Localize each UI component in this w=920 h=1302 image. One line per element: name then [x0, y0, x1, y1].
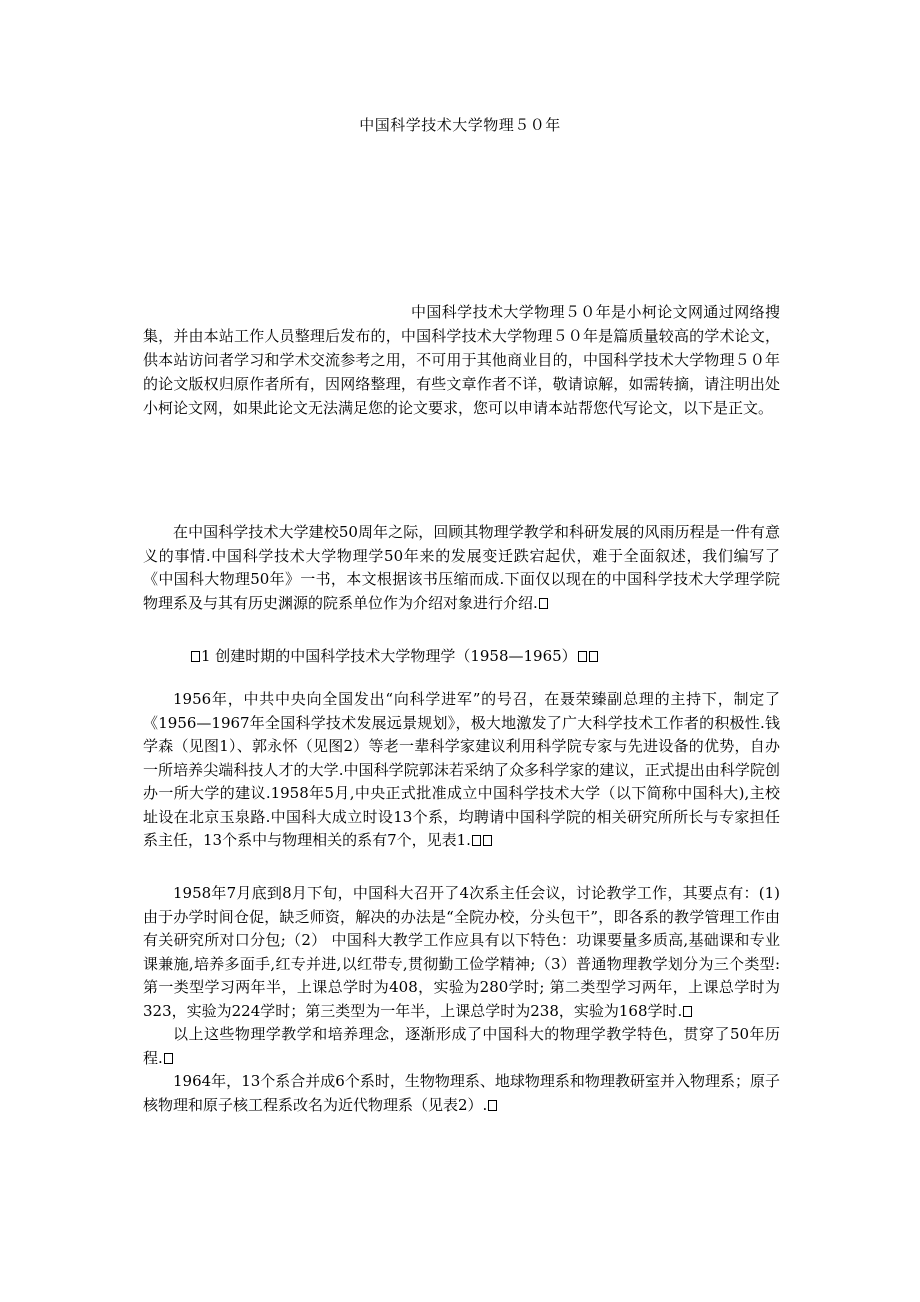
placeholder-glyph-icon: [488, 1100, 497, 1111]
body-paragraph: [143, 521, 780, 615]
paragraph-text: 在中国科学技术大学建校50周年之际，回顾其物理学教学和科研发展的风雨历程是一件有意义的事情.中国科学技术大学物理学50年来的发展变迁跌宕起伏，难于全面叙述，我们编写了《中国科大物理50年》一书，本文根据该书压缩而成.下面仅以现在的中国科学技术大学理学院物理系及与其有历史渊源的院系单位作为介绍对象进行介绍.: [143, 523, 780, 612]
body-section-3: [143, 882, 780, 1117]
paragraph-text: 1964年，13个系合并成6个系时，生物物理系、地球物理系和物理教研室并入物理系；原子核物理和原子核工程系改名为近代物理系（见表2）.: [143, 1072, 780, 1114]
paragraph-text: 1958年7月底到8月下旬，中国科大召开了4次系主任会议，讨论教学工作，其要点有：(1)由于办学时间仓促，缺乏师资，解决的办法是“全院办校，分头包干”，即各系的教学管理工作由有关研究所对口分包;（2） 中国科大教学工作应具有以下特色：功课要量多质高,基础课和专业课兼施,培养多面手,红专并进,以红带专,贯彻勤工俭学精神;（3）普通物理教学划分为三个类型:第一类型学习两年半，上课总学时为408，实验为280学时; 第二类型学习两年，上课总学时为323，实验为224学时；第三类型为一年半，上课总学时为238，实验为168学时.: [143, 884, 780, 1020]
body-paragraph: [143, 882, 780, 1023]
section-heading-text: 1 创建时期的中国科学技术大学物理学（1958—1965）: [201, 647, 577, 665]
section-heading: [190, 645, 599, 667]
paragraph-text: 1956年，中共中央向全国发出“向科学进军”的号召，在聂荣臻副总理的主持下，制定了《1956—1967年全国科学技术发展远景规划》，极大地激发了广大科学技术工作者的积极性.钱学森（见图1）、郭永怀（见图2）等老一辈科学家建议利用科学院专家与先进设备的优势，自办一所培养尖端科技人才的大学.中国科学院郭沫若采纳了众多科学家的建议，正式提出由科学院创办一所大学的建议.1958年5月,中央正式批准成立中国科学技术大学（以下简称中国科大),主校址设在北京玉泉路.中国科大成立时设13个系，均聘请中国科学院的相关研究所所长与专家担任系主任，13个系中与物理相关的系有7个，见表1.: [143, 690, 780, 849]
body-section-1: [143, 521, 780, 615]
intro-paragraph: 中国科学技术大学物理５０年是小柯论文网通过网络搜集，并由本站工作人员整理后发布的，中国科学技术大学物理５０年是篇质量较高的学术论文，供本站访问者学习和学术交流参考之用，不可用于其他商业目的，中国科学技术大学物理５０年的论文版权归原作者所有，因网络整理，有些文章作者不详，敬请谅解，如需转摘，请注明出处小柯论文网，如果此论文无法满足您的论文要求，您可以申请本站帮您代写论文，以下是正文。: [143, 303, 780, 417]
placeholder-glyph-icon: [483, 835, 492, 846]
placeholder-glyph-icon: [578, 651, 587, 662]
placeholder-glyph-icon: [164, 1053, 173, 1064]
body-paragraph: [143, 1023, 780, 1070]
placeholder-glyph-icon: [589, 651, 598, 662]
document-title: 中国科学技术大学物理５０年: [359, 116, 561, 134]
placeholder-glyph-icon: [539, 598, 548, 609]
body-paragraph: [143, 688, 780, 853]
placeholder-glyph-icon: [472, 835, 481, 846]
placeholder-glyph-icon: [191, 651, 200, 662]
paragraph-text: 以上这些物理学教学和培养理念，逐渐形成了中国科大的物理学教学特色，贯穿了50年历程.: [143, 1025, 780, 1067]
placeholder-glyph-icon: [683, 1006, 692, 1017]
body-section-2: [143, 688, 780, 853]
body-paragraph: [143, 1070, 780, 1117]
